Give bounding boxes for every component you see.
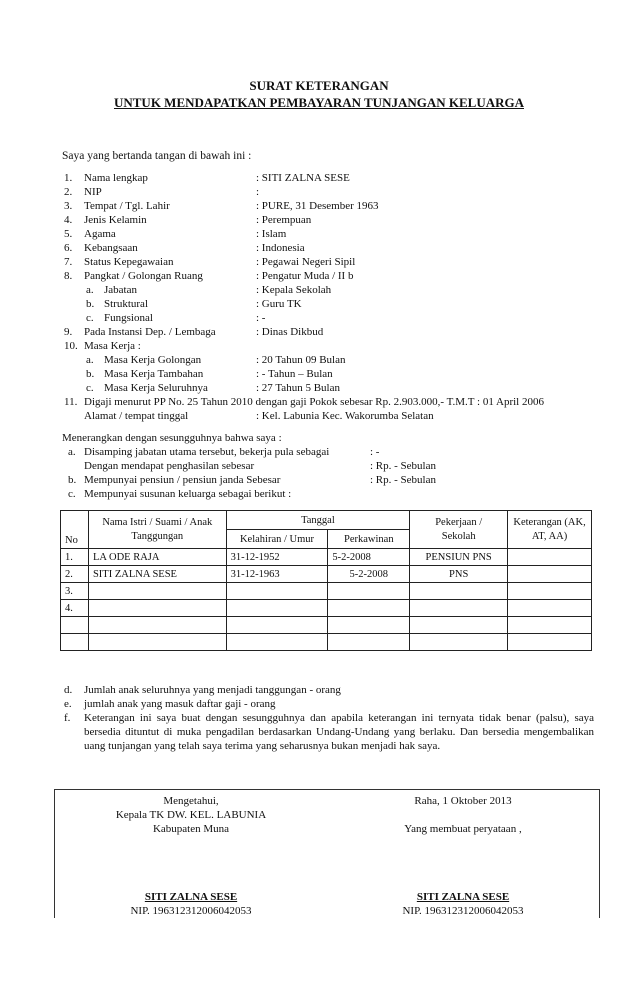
identity-subrow — [0, 382, 638, 396]
identity-num: 10. — [64, 340, 78, 352]
cell-nama: SITI ZALNA SESE — [88, 566, 226, 583]
identity-label: Pada Instansi Dep. / Lembaga — [84, 326, 216, 338]
declaration-row — [0, 460, 638, 474]
cell-kerja — [410, 600, 508, 617]
cell-nama: LA ODE RAJA — [88, 549, 226, 566]
bottom-list — [64, 683, 594, 753]
identity-row — [0, 256, 638, 270]
identity-label: Tempat / Tgl. Lahir — [84, 200, 170, 212]
intro-text: Saya yang bertanda tangan di bawah ini : — [62, 150, 252, 162]
cell-nama — [88, 600, 226, 617]
identity-value: : PURE, 31 Desember 1963 — [256, 200, 379, 212]
table-row — [61, 600, 592, 617]
cell-kerja: PNS — [410, 566, 508, 583]
table-row — [61, 549, 592, 566]
header-pekerjaan: Pekerjaan / Sekolah — [410, 511, 508, 549]
sig-right-line1: Raha, 1 Oktober 2013 — [414, 795, 512, 807]
cell-no — [61, 617, 89, 634]
identity-sub-value: : - Tahun – Bulan — [256, 368, 333, 380]
cell-lahir — [226, 634, 328, 651]
declaration-text: Mempunyai pensiun / pensiun janda Sebesar — [84, 474, 281, 486]
identity-row — [0, 242, 638, 256]
identity-subrow — [0, 298, 638, 312]
cell-lahir: 31-12-1952 — [226, 549, 328, 566]
cell-kerja — [410, 583, 508, 600]
identity-subrow — [0, 312, 638, 326]
cell-kawin: 5-2-2008 — [328, 549, 410, 566]
identity-subrow — [0, 368, 638, 382]
identity-subrow — [0, 354, 638, 368]
cell-no: 3. — [61, 583, 89, 600]
identity-sub-letter: c. — [86, 382, 94, 394]
cell-kawin — [328, 600, 410, 617]
identity-num: 3. — [64, 200, 73, 212]
identity-label: Nama lengkap — [84, 172, 148, 184]
declaration-value: : - — [370, 446, 380, 458]
cell-no: 1. — [61, 549, 89, 566]
identity-row — [0, 228, 638, 242]
identity-sub-value: : 27 Tahun 5 Bulan — [256, 382, 340, 394]
address-value: : Kel. Labunia Kec. Wakorumba Selatan — [256, 410, 434, 422]
table-row — [61, 583, 592, 600]
identity-label: Masa Kerja : — [84, 340, 141, 352]
identity-row — [0, 396, 638, 410]
identity-num: 1. — [64, 172, 73, 184]
sig-left-nip: NIP. 196312312006042053 — [130, 905, 252, 917]
identity-num: 8. — [64, 270, 73, 282]
identity-value: : — [256, 186, 260, 198]
cell-ket — [508, 583, 592, 600]
identity-subrow — [0, 284, 638, 298]
salary-text: Digaji menurut PP No. 25 Tahun 2010 dengan gaji Pokok sebesar Rp. 2.903.000,- T.M.T : 01 April 2006 — [84, 396, 544, 408]
cell-no: 2. — [61, 566, 89, 583]
identity-num: 7. — [64, 256, 73, 268]
list-text: Keterangan ini saya buat dengan sesungguhnya dan apabila keterangan ini ternyata tidak benar (palsu), saya bersedia dituntut di muka pengadilan berdasarkan Undang-Undang yang berlaku. Dan bersedia mengembalikan uang tunjangan yang telah saya terima yang seharusnya bukan menjadi hak saya. — [84, 712, 594, 752]
signature-left — [55, 790, 327, 918]
document-subtitle: UNTUK MENDAPATKAN PEMBAYARAN TUNJANGAN KELUARGA — [113, 95, 524, 110]
list-item — [64, 683, 594, 697]
document-title: SURAT KETERANGAN — [249, 78, 389, 93]
cell-ket — [508, 617, 592, 634]
identity-sub-label: Masa Kerja Golongan — [104, 354, 202, 366]
identity-value: : Indonesia — [256, 242, 305, 254]
address-label: Alamat / tempat tinggal — [84, 410, 189, 422]
declaration-text: Dengan mendapat penghasilan sebesar — [84, 460, 255, 472]
list-text: jumlah anak yang masuk daftar gaji - orang — [84, 698, 276, 710]
identity-sub-value: : Kepala Sekolah — [256, 284, 332, 296]
identity-sub-value: : Guru TK — [256, 298, 302, 310]
declaration-letter: a. — [68, 446, 76, 458]
list-text: Jumlah anak seluruhnya yang menjadi tanggungan - orang — [84, 684, 341, 696]
identity-sub-label: Masa Kerja Seluruhnya — [104, 382, 208, 394]
family-table — [60, 510, 592, 651]
cell-kawin — [328, 617, 410, 634]
signature-box — [54, 789, 600, 918]
header-tanggal: Tanggal — [226, 511, 410, 530]
identity-label: Status Kepegawaian — [84, 256, 174, 268]
header-keterangan: Keterangan (AK, AT, AA) — [508, 511, 592, 549]
header-kelahiran: Kelahiran / Umur — [226, 530, 328, 549]
identity-value: : SITI ZALNA SESE — [256, 172, 350, 184]
declaration-row — [0, 446, 638, 460]
sig-right-nip: NIP. 196312312006042053 — [402, 905, 524, 917]
cell-lahir: 31-12-1963 — [226, 566, 328, 583]
declaration-value: : Rp. - Sebulan — [370, 474, 436, 486]
sig-right-line2: Yang membuat peryataan , — [404, 823, 522, 835]
identity-sub-value: : - — [256, 312, 266, 324]
list-item — [64, 697, 594, 711]
cell-kawin: 5-2-2008 — [328, 566, 410, 583]
identity-sub-value: : 20 Tahun 09 Bulan — [256, 354, 346, 366]
declaration-letter: c. — [68, 488, 76, 500]
list-letter: d. — [64, 684, 73, 696]
sig-right-name: SITI ZALNA SESE — [416, 891, 510, 903]
identity-label: Kebangsaan — [84, 242, 138, 254]
table-row — [61, 566, 592, 583]
table-row — [61, 617, 592, 634]
identity-row — [0, 200, 638, 214]
identity-row — [0, 270, 638, 284]
declaration-value: : Rp. - Sebulan — [370, 460, 436, 472]
identity-sub-letter: a. — [86, 284, 94, 296]
identity-row — [0, 186, 638, 200]
list-letter: f. — [64, 712, 71, 724]
cell-ket — [508, 549, 592, 566]
identity-value: : Pengatur Muda / II b — [256, 270, 354, 282]
declaration-text: Mempunyai susunan keluarga sebagai berikut : — [84, 488, 292, 500]
identity-value: : Perempuan — [256, 214, 312, 226]
header-perkawinan: Perkawinan — [328, 530, 410, 549]
header-no: No — [61, 511, 89, 549]
declaration-text: Disamping jabatan utama tersebut, bekerja pula sebagai — [84, 446, 330, 458]
identity-row — [0, 326, 638, 340]
cell-kawin — [328, 634, 410, 651]
identity-num: 4. — [64, 214, 73, 226]
header-nama: Nama Istri / Suami / Anak Tanggungan — [88, 511, 226, 549]
declaration-row — [0, 488, 638, 502]
declaration-row — [0, 474, 638, 488]
identity-num: 2. — [64, 186, 73, 198]
identity-value: : Islam — [256, 228, 287, 240]
cell-no: 4. — [61, 600, 89, 617]
identity-value: : Dinas Dikbud — [256, 326, 324, 338]
cell-ket — [508, 566, 592, 583]
cell-no — [61, 634, 89, 651]
identity-sub-letter: b. — [86, 298, 95, 310]
cell-lahir — [226, 600, 328, 617]
cell-nama — [88, 634, 226, 651]
identity-sub-label: Masa Kerja Tambahan — [104, 368, 204, 380]
identity-row — [0, 214, 638, 228]
signature-right — [327, 790, 599, 918]
identity-row — [0, 410, 638, 424]
identity-sub-letter: b. — [86, 368, 95, 380]
identity-row — [0, 340, 638, 354]
identity-sub-label: Jabatan — [104, 284, 137, 296]
identity-sub-letter: a. — [86, 354, 94, 366]
identity-sub-letter: c. — [86, 312, 94, 324]
cell-ket — [508, 634, 592, 651]
identity-row — [0, 172, 638, 186]
list-item — [64, 711, 594, 753]
cell-lahir — [226, 617, 328, 634]
cell-kerja — [410, 617, 508, 634]
sig-left-name: SITI ZALNA SESE — [144, 891, 238, 903]
sig-left-line3: Kabupaten Muna — [152, 823, 230, 835]
identity-num: 9. — [64, 326, 73, 338]
identity-label: Jenis Kelamin — [84, 214, 147, 226]
cell-kerja — [410, 634, 508, 651]
identity-sub-label: Fungsional — [104, 312, 153, 324]
identity-num: 6. — [64, 242, 73, 254]
sig-left-line1: Mengetahui, — [163, 795, 219, 807]
identity-label: Agama — [84, 228, 116, 240]
identity-label: Pangkat / Golongan Ruang — [84, 270, 203, 282]
cell-kawin — [328, 583, 410, 600]
cell-lahir — [226, 583, 328, 600]
identity-num: 11. — [64, 396, 78, 408]
list-letter: e. — [64, 698, 72, 710]
cell-ket — [508, 600, 592, 617]
table-header-row — [61, 511, 592, 530]
identity-num: 5. — [64, 228, 73, 240]
declaration-letter: b. — [68, 474, 77, 486]
cell-kerja: PENSIUN PNS — [410, 549, 508, 566]
cell-nama — [88, 583, 226, 600]
declaration-heading: Menerangkan dengan sesungguhnya bahwa saya : — [62, 432, 282, 444]
identity-label: NIP — [84, 186, 102, 198]
identity-sub-label: Struktural — [104, 298, 148, 310]
sig-left-line2: Kepala TK DW. KEL. LABUNIA — [115, 809, 267, 821]
table-row — [61, 634, 592, 651]
cell-nama — [88, 617, 226, 634]
identity-value: : Pegawai Negeri Sipil — [256, 256, 356, 268]
